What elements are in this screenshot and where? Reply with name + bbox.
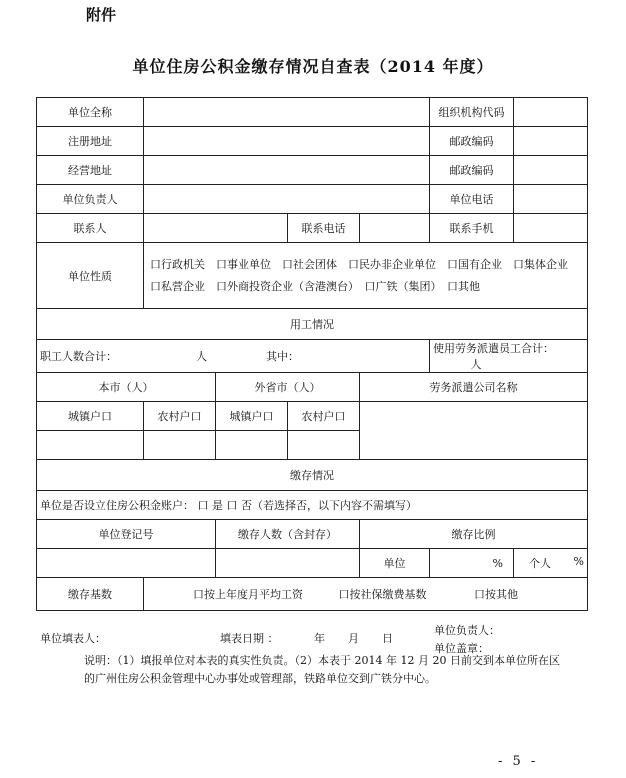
rural-other-field[interactable] xyxy=(288,431,360,460)
base-label: 缴存基数 xyxy=(37,578,144,611)
rural-hukou-local: 农村户口 xyxy=(144,402,216,431)
urban-other-field[interactable] xyxy=(216,431,288,460)
month-label: 月 xyxy=(348,632,359,645)
count-header: 缴存人数（含封存） xyxy=(216,520,360,549)
deposit-section-title: 缴存情况 xyxy=(37,460,588,491)
person-ratio-cell[interactable] xyxy=(514,549,588,578)
other-city-header: 外省市（人） xyxy=(216,373,360,402)
contact-person-field[interactable] xyxy=(144,214,288,243)
dispatch-company-field[interactable] xyxy=(360,402,588,460)
filler-label: 单位填表人： xyxy=(40,632,106,645)
employment-section-title: 用工情况 xyxy=(37,309,588,340)
postcode-field[interactable] xyxy=(514,127,588,156)
urban-hukou-other: 城镇户口 xyxy=(216,402,288,431)
person-ratio-label: 个人 xyxy=(529,557,551,570)
rural-local-field[interactable] xyxy=(144,431,216,460)
head-sign-label: 单位负责人： xyxy=(434,624,500,637)
postcode-label: 邮政编码 xyxy=(430,127,514,156)
contact-person-label: 联系人 xyxy=(37,214,144,243)
contact-phone-field[interactable] xyxy=(360,214,430,243)
unit-ratio-field[interactable] xyxy=(430,549,514,578)
urban-hukou-local: 城镇户口 xyxy=(37,402,144,431)
unit-phone-label: 单位电话 xyxy=(430,185,514,214)
base-option-avg-wage[interactable]: 口按上年度月平均工资 xyxy=(193,588,303,601)
among-label: 其中： xyxy=(266,350,299,363)
base-option-other[interactable]: 口按其他 xyxy=(474,588,518,601)
base-options[interactable] xyxy=(144,578,588,611)
person-pct-sign: % xyxy=(573,555,584,568)
biz-address-field[interactable] xyxy=(144,156,430,185)
org-code-label: 组织机构代码 xyxy=(430,98,514,127)
unit-full-name-field[interactable] xyxy=(144,98,430,127)
reg-no-field[interactable] xyxy=(37,549,216,578)
urban-local-field[interactable] xyxy=(37,431,144,460)
unit-full-name-label: 单位全称 xyxy=(37,98,144,127)
account-question-label: 单位是否设立住房公积金账户： xyxy=(40,499,194,512)
account-question-row[interactable] xyxy=(37,491,588,520)
date-label: 填表日期 ： xyxy=(220,632,279,645)
year-label: 年 xyxy=(314,632,325,645)
postcode-label-2: 邮政编码 xyxy=(430,156,514,185)
local-header: 本市（人） xyxy=(37,373,216,402)
unit-nature-label: 单位性质 xyxy=(37,243,144,309)
instructions-note: 说明：（1）填报单位对本表的真实性负责。（2）本表于 2014 年 12 月 20 日前交到本单位所在区的广州住房公积金管理中心办事处或管理部，铁路单位交到广铁分中心。 xyxy=(84,654,560,685)
self-check-form xyxy=(36,97,588,611)
unit-ratio-label: 单位 xyxy=(360,549,430,578)
reg-address-label: 注册地址 xyxy=(37,127,144,156)
dispatch-total-label: 使用劳务派遣员工合计： xyxy=(433,342,554,355)
org-code-field[interactable] xyxy=(514,98,588,127)
unit-head-label: 单位负责人 xyxy=(37,185,144,214)
page-number: - 5 - xyxy=(498,754,539,769)
contact-mobile-field[interactable] xyxy=(514,214,588,243)
dispatch-total-unit: 人 xyxy=(470,358,482,371)
account-options[interactable]: 口 是 口 否（若选择否，以下内容不需填写） xyxy=(197,499,417,512)
base-option-social-security[interactable]: 口按社保缴费基数 xyxy=(338,588,427,601)
unit-phone-field[interactable] xyxy=(514,185,588,214)
reg-address-field[interactable] xyxy=(144,127,430,156)
unit-nature-options[interactable]: 口行政机关 口事业单位 口社会团体 口民办非企业单位 口国有企业 口集体企业 口私营企业 口外商投资企业（含港澳台） 口广铁（集团） 口其他 xyxy=(144,243,588,309)
postcode-field-2[interactable] xyxy=(514,156,588,185)
dispatch-company-header: 劳务派遣公司名称 xyxy=(360,373,588,402)
ratio-header: 缴存比例 xyxy=(360,520,588,549)
day-label: 日 xyxy=(382,632,393,645)
count-field[interactable] xyxy=(216,549,360,578)
employee-total-label: 职工人数合计： xyxy=(40,350,117,363)
unit-head-field[interactable] xyxy=(144,185,430,214)
seal-label: 单位盖章： xyxy=(434,642,489,655)
dispatch-total-row[interactable] xyxy=(430,340,588,373)
attachment-label: 附件 xyxy=(86,6,117,24)
rural-hukou-other: 农村户口 xyxy=(288,402,360,431)
biz-address-label: 经营地址 xyxy=(37,156,144,185)
employee-total-row[interactable] xyxy=(37,340,430,373)
reg-no-header: 单位登记号 xyxy=(37,520,216,549)
contact-mobile-label: 联系手机 xyxy=(430,214,514,243)
unit-pct-sign: % xyxy=(492,556,503,570)
employee-total-unit: 人 xyxy=(196,350,207,363)
contact-phone-label: 联系电话 xyxy=(288,214,360,243)
form-title: 单位住房公积金缴存情况自查表（2014 年度） xyxy=(132,57,494,76)
